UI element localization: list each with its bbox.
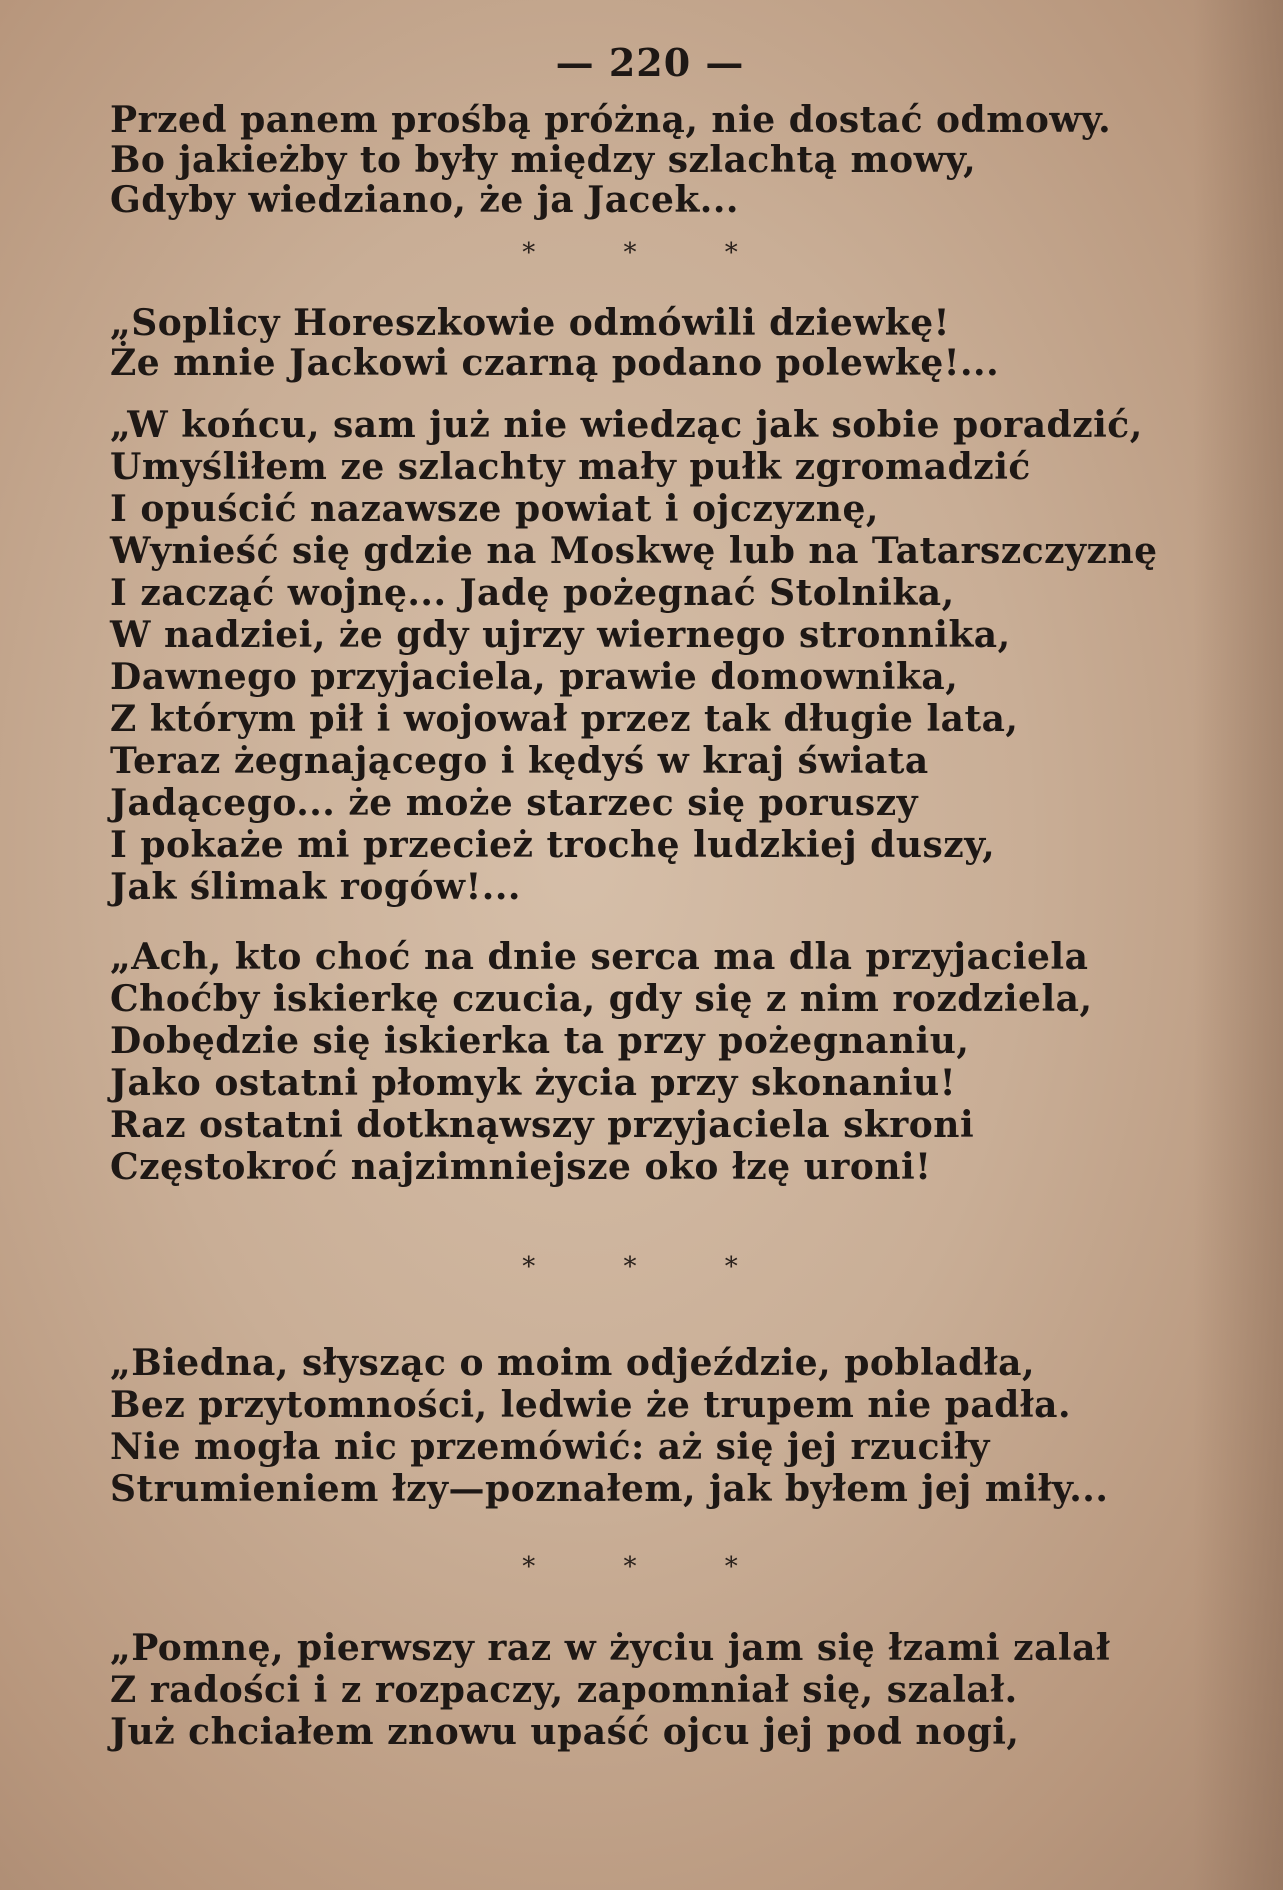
text-line: Z radości i z rozpaczy, zapomniał się, szalał.: [110, 1669, 1018, 1711]
text-line: Nie mogła nic przemówić: aż się jej rzuciły: [110, 1426, 990, 1468]
text-line: Strumieniem łzy—poznałem, jak byłem jej miły...: [110, 1468, 1109, 1510]
text-line: I pokaże mi przecież trochę ludzkiej duszy,: [110, 824, 996, 866]
text-line: Choćby iskierkę czucia, gdy się z nim rozdziela,: [110, 978, 1093, 1020]
stanza-separator: * * *: [522, 1552, 778, 1582]
text-line: Jako ostatni płomyk życia przy skonaniu!: [110, 1062, 957, 1104]
text-line: Że mnie Jackowi czarną podano polewkę!...: [110, 342, 1000, 384]
text-line: I zacząć wojnę... Jadę pożegnać Stolnika,: [110, 572, 955, 614]
text-line: „W końcu, sam już nie wiedząc jak sobie poradzić,: [110, 404, 1143, 446]
text-line: Bez przytomności, ledwie że trupem nie padła.: [110, 1384, 1072, 1426]
text-line: Bo jakieżby to były między szlachtą mowy,: [110, 139, 977, 181]
text-line: Dobędzie się iskierka ta przy pożegnaniu,: [110, 1020, 970, 1062]
text-line: Z którym pił i wojował przez tak długie lata,: [110, 698, 1019, 740]
text-line: Częstokroć najzimniejsze oko łzę uroni!: [110, 1146, 932, 1188]
text-line: Teraz żegnającego i kędyś w kraj świata: [110, 740, 929, 782]
text-line: Umyśliłem ze szlachty mały pułk zgromadzić: [110, 446, 1031, 488]
stanza-separator: * * *: [522, 1252, 778, 1282]
text-line: I opuścić nazawsze powiat i ojczyznę,: [110, 488, 879, 530]
text-line: Już chciałem znowu upaść ojcu jej pod nogi,: [110, 1711, 1020, 1753]
page-edge-shadow: [1193, 0, 1283, 1890]
page-number: — 220 —: [555, 40, 745, 85]
text-line: „Ach, kto choć na dnie serca ma dla przyjaciela: [110, 936, 1089, 978]
text-line: Raz ostatni dotknąwszy przyjaciela skroni: [110, 1104, 975, 1146]
text-line: Wynieść się gdzie na Moskwę lub na Tatarszczyznę: [110, 530, 1158, 572]
text-line: „Pomnę, pierwszy raz w życiu jam się łzami zalał: [110, 1627, 1111, 1669]
text-line: Jadącego... że może starzec się poruszy: [110, 782, 919, 824]
stanza-separator: * * *: [522, 238, 778, 268]
text-line: Gdyby wiedziano, że ja Jacek...: [110, 179, 739, 221]
text-line: Jak ślimak rogów!...: [110, 866, 521, 908]
text-line: W nadziei, że gdy ujrzy wiernego stronnika,: [110, 614, 1011, 656]
text-line: „Soplicy Horeszkowie odmówili dziewkę!: [110, 302, 950, 344]
text-line: „Biedna, słysząc o moim odjeździe, pobladła,: [110, 1342, 1035, 1384]
text-line: Przed panem prośbą próżną, nie dostać odmowy.: [110, 99, 1112, 141]
text-line: Dawnego przyjaciela, prawie domownika,: [110, 656, 959, 698]
